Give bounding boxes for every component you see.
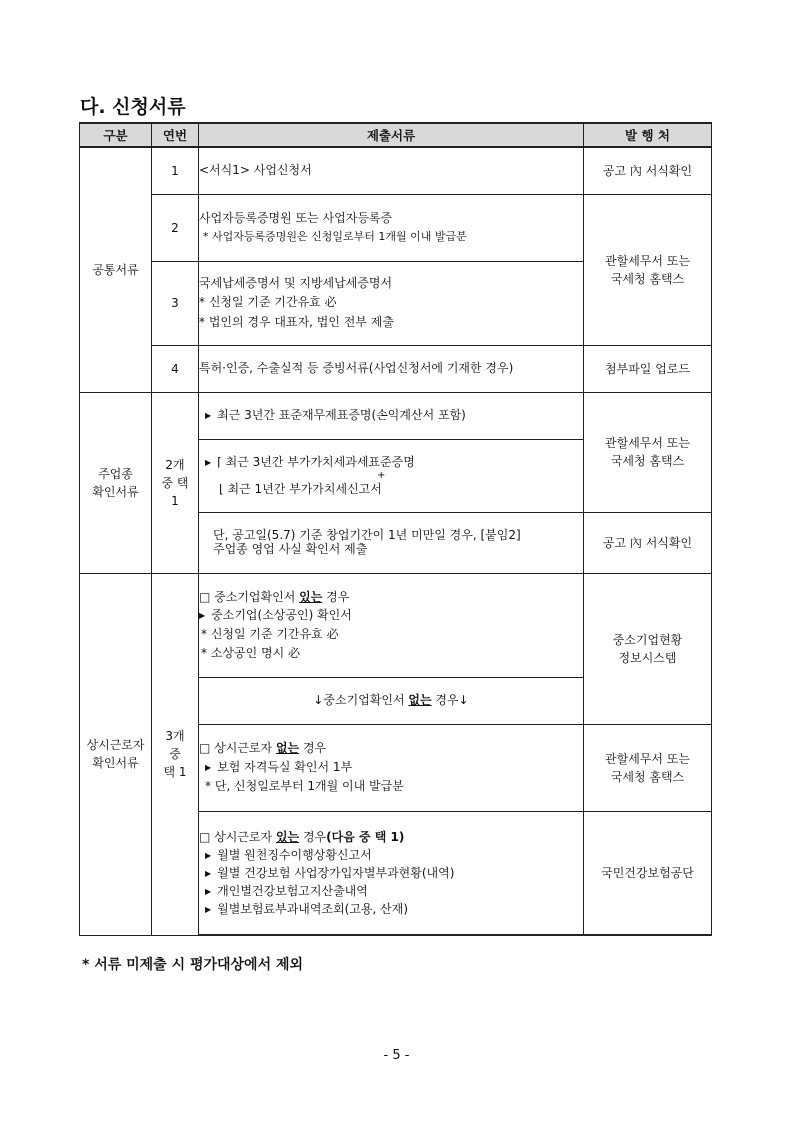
issuer-line: 관할세무서 또는 bbox=[605, 751, 690, 766]
doc-text: 경우 bbox=[299, 740, 327, 755]
row-number: 2 bbox=[152, 194, 199, 261]
doc-text: 월별 건강보험 사업장가입자별부과현황(내역) bbox=[217, 865, 455, 880]
issuer-cell: 국민건강보험공단 bbox=[584, 811, 712, 935]
doc-heading bbox=[199, 828, 583, 846]
table-row bbox=[80, 392, 712, 439]
doc-text: ↓중소기업확인서 bbox=[313, 692, 409, 707]
issuer-line: 관할세무서 또는 bbox=[605, 253, 690, 268]
documents-table bbox=[79, 122, 712, 936]
table-header-row bbox=[80, 123, 712, 147]
document-cell bbox=[199, 194, 584, 261]
issuer-line: 국세청 홈택스 bbox=[610, 454, 685, 468]
doc-text: □ 상시근로자 bbox=[199, 829, 276, 844]
plus-sign: + bbox=[377, 469, 386, 481]
emphasis-text: 없는 bbox=[275, 740, 300, 755]
list-item bbox=[199, 864, 583, 882]
number-line: 3개 bbox=[165, 729, 185, 743]
issuer-line: 중소기업현황 bbox=[612, 632, 683, 647]
category-line: 확인서류 bbox=[92, 756, 139, 770]
doc-note: * 법인의 경우 대표자, 법인 전부 제출 bbox=[199, 314, 394, 329]
doc-text: 경우 bbox=[299, 829, 327, 844]
issuer-line: 국세청 홈택스 bbox=[610, 271, 685, 286]
number-line: 1 bbox=[171, 493, 179, 508]
doc-text: 월별 원천징수이행상황신고서 bbox=[217, 847, 372, 862]
table-row bbox=[80, 345, 712, 392]
category-line: 상시근로자 bbox=[86, 738, 145, 752]
doc-text: 경우 bbox=[322, 589, 350, 604]
doc-text: ⌈ 최근 3년간 부가가치세과세표준증명 bbox=[217, 455, 415, 470]
list-item bbox=[199, 846, 583, 864]
doc-text: 국세납세증명서 및 지방세납세증명서 bbox=[199, 276, 393, 291]
triangle-bullet-icon: ▶ bbox=[205, 410, 212, 420]
table-row bbox=[80, 147, 712, 194]
doc-note: * 신청일 기준 기간유효 必 bbox=[201, 627, 339, 641]
section-heading: 다. 신청서류 bbox=[80, 96, 186, 118]
row-number bbox=[152, 573, 199, 935]
doc-item bbox=[199, 606, 583, 625]
category-line: 확인서류 bbox=[92, 484, 139, 499]
row-number: 4 bbox=[152, 345, 199, 392]
issuer-cell: 첨부파일 업로드 bbox=[584, 345, 712, 392]
number-line: 2개 bbox=[165, 457, 185, 472]
header-documents: 제출서류 bbox=[199, 123, 584, 147]
document-cell bbox=[199, 261, 584, 345]
header-category: 구분 bbox=[80, 123, 152, 147]
doc-heading bbox=[199, 588, 583, 607]
doc-text: 특허·인증, 수출실적 등 증빙서류(사업신청서에 기재한 경우) bbox=[199, 360, 514, 375]
doc-note: * 신청일 기준 기간유효 必 bbox=[199, 295, 337, 310]
number-line: 택 1 bbox=[163, 765, 187, 779]
doc-text: □ 상시근로자 bbox=[199, 740, 276, 755]
document-cell bbox=[199, 573, 584, 677]
table-row bbox=[80, 573, 712, 677]
page-number: - 5 - bbox=[383, 1048, 410, 1063]
triangle-bullet-icon: ▶ bbox=[205, 904, 212, 914]
doc-text: □ 중소기업확인서 bbox=[199, 589, 300, 604]
issuer-line: 관할세무서 또는 bbox=[605, 436, 690, 450]
emphasis-text: 있는 bbox=[275, 829, 300, 844]
document-cell bbox=[199, 512, 584, 573]
category-workers bbox=[80, 573, 152, 935]
triangle-bullet-icon: ▶ bbox=[205, 868, 212, 878]
emphasis-text: 있는 bbox=[299, 589, 323, 604]
doc-item bbox=[199, 758, 583, 777]
issuer-cell: 공고 內 서식확인 bbox=[584, 512, 712, 573]
doc-text: 보험 자격득실 확인서 1부 bbox=[217, 759, 353, 774]
number-line: 중 택 bbox=[161, 475, 189, 490]
header-issuer: 발 행 처 bbox=[584, 123, 712, 147]
doc-text: 개인별건강보험고지산출내역 bbox=[217, 883, 368, 898]
issuer-cell bbox=[584, 392, 712, 512]
issuer-cell bbox=[584, 573, 712, 724]
row-number bbox=[152, 392, 199, 573]
doc-text: 중소기업(소상공인) 확인서 bbox=[211, 608, 352, 623]
doc-note: * 소상공인 명시 必 bbox=[201, 645, 300, 660]
issuer-cell bbox=[584, 194, 712, 345]
document-cell bbox=[199, 677, 584, 724]
issuer-line: 국세청 홈택스 bbox=[610, 769, 685, 784]
triangle-bullet-icon: ▶ bbox=[205, 886, 212, 896]
doc-text: 월별보험료부과내역조회(고용, 산재) bbox=[217, 901, 409, 916]
document-cell bbox=[199, 147, 584, 194]
footnote: * 서류 미제출 시 평가대상에서 제외 bbox=[82, 957, 304, 973]
doc-text: 주업종 영업 사실 확인서 제출 bbox=[213, 541, 368, 556]
number-line: 중 bbox=[169, 747, 181, 761]
doc-text: ⌊ 최근 1년간 부가가치세신고서 bbox=[219, 481, 382, 496]
doc-text: 경우↓ bbox=[431, 692, 469, 707]
doc-item bbox=[199, 454, 583, 470]
doc-text: 단, 공고일(5.7) 기준 창업기간이 1년 미만일 경우, [붙임2] bbox=[213, 528, 521, 543]
triangle-bullet-icon: ▶ bbox=[205, 458, 212, 468]
category-business bbox=[80, 392, 152, 573]
document-cell bbox=[199, 392, 584, 439]
list-item bbox=[199, 882, 583, 900]
emphasis-text: 없는 bbox=[408, 692, 432, 707]
row-number: 3 bbox=[152, 261, 199, 345]
triangle-bullet-icon: ▶ bbox=[205, 762, 212, 772]
doc-note: * 단, 신청일로부터 1개월 이내 발급분 bbox=[205, 779, 404, 794]
issuer-line: 정보시스템 bbox=[618, 650, 677, 665]
document-cell bbox=[199, 811, 584, 935]
doc-text: 사업자등록증명원 또는 사업자등록증 bbox=[199, 211, 393, 226]
doc-text: 최근 3년간 표준재무제표증명(손익계산서 포함) bbox=[217, 407, 466, 422]
list-item bbox=[199, 900, 583, 918]
document-cell bbox=[199, 724, 584, 811]
category-common: 공통서류 bbox=[80, 147, 152, 392]
row-number: 1 bbox=[152, 147, 199, 194]
triangle-bullet-icon: ▶ bbox=[199, 611, 206, 621]
issuer-cell: 공고 內 서식확인 bbox=[584, 147, 712, 194]
table-row bbox=[80, 194, 712, 261]
category-line: 주업종 bbox=[98, 466, 133, 481]
emphasis-text: (다음 중 택 1) bbox=[326, 829, 405, 844]
document-cell bbox=[199, 345, 584, 392]
document-cell bbox=[199, 439, 584, 512]
doc-note: * 사업자등록증명원은 신청일로부터 1개월 이내 발급분 bbox=[203, 230, 467, 244]
doc-heading bbox=[199, 739, 583, 758]
doc-text: <서식1> 사업신청서 bbox=[199, 163, 312, 178]
issuer-cell bbox=[584, 724, 712, 811]
header-number: 연번 bbox=[152, 123, 199, 147]
doc-item bbox=[199, 406, 583, 425]
triangle-bullet-icon: ▶ bbox=[205, 850, 212, 860]
